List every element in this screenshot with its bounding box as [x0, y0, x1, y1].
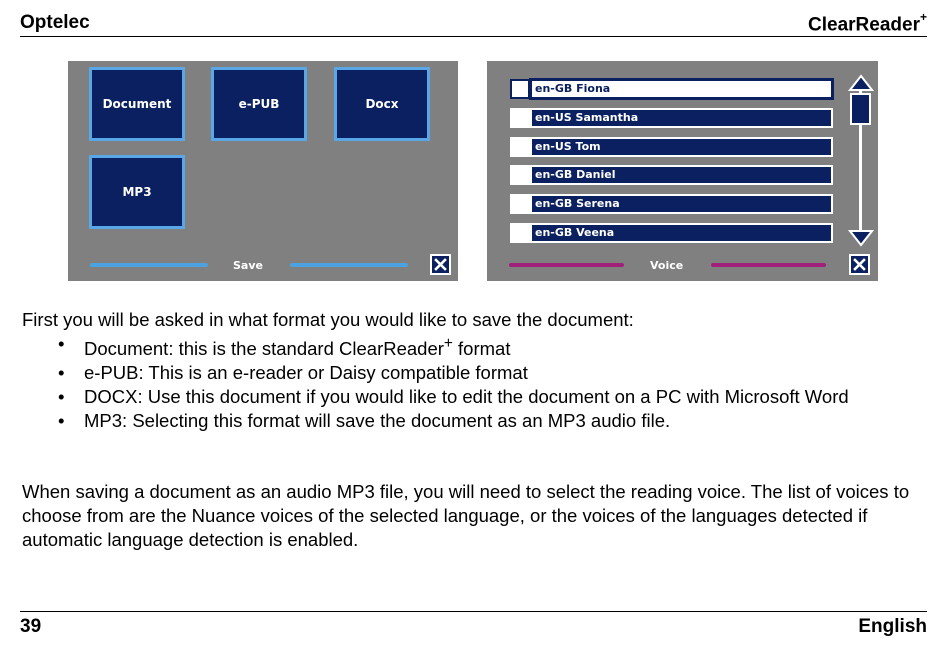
voice-select-panel	[487, 61, 878, 281]
page-footer	[20, 611, 927, 637]
product-name: ClearReader+	[808, 10, 927, 36]
voice-item[interactable]	[510, 194, 833, 214]
brand-name: Optelec	[20, 12, 90, 33]
list-item: • e-PUB: This is an e-reader or Daisy compatible format	[58, 362, 528, 384]
save-bar-left	[90, 263, 208, 267]
closing-paragraph: When saving a document as an audio MP3 file, you will need to select the reading voice. The list of voices to choose from are the Nuance voices of the selected language, or the voices of the languages detected if automatic language detection is enabled.	[22, 481, 910, 550]
voice-label: en-GB Veena	[530, 223, 833, 243]
voice-checkbox[interactable]	[510, 137, 530, 157]
voice-checkbox[interactable]	[510, 108, 530, 128]
bullet-marker: •	[58, 410, 65, 432]
voice-item[interactable]	[510, 165, 833, 185]
format-list	[22, 332, 912, 433]
voice-item[interactable]	[510, 223, 833, 243]
voice-close-button[interactable]	[849, 254, 870, 275]
save-label: Save	[233, 259, 263, 272]
mp3-format-button[interactable]: MP3	[89, 155, 185, 229]
voice-label: en-US Tom	[530, 137, 833, 157]
voice-bar-left	[509, 263, 624, 267]
scroll-up-button[interactable]	[848, 74, 874, 92]
scrollbar-thumb[interactable]	[850, 93, 871, 125]
voice-item[interactable]	[510, 137, 833, 157]
close-icon	[853, 258, 866, 271]
save-bar-right	[290, 263, 408, 267]
voice-bar-right	[711, 263, 826, 267]
voice-checkbox[interactable]	[510, 165, 530, 185]
docx-format-button[interactable]: Docx	[334, 67, 430, 141]
list-item: • DOCX: Use this document if you would like to edit the document on a PC with Microsoft Word	[58, 386, 849, 408]
bullet-marker: •	[58, 333, 65, 354]
voice-checkbox[interactable]	[510, 223, 530, 243]
scroll-down-button[interactable]	[848, 229, 874, 247]
epub-format-button[interactable]: e-PUB	[211, 67, 307, 141]
voice-label: en-GB Fiona	[530, 79, 833, 99]
voice-label: en-GB Serena	[530, 194, 833, 214]
voice-label: en-GB Daniel	[530, 165, 833, 185]
page-number: 39	[20, 616, 42, 637]
voice-checkbox[interactable]	[510, 79, 530, 99]
voice-checkbox[interactable]	[510, 194, 530, 214]
save-close-button[interactable]	[430, 254, 451, 275]
list-item: • Document: this is the standard ClearReader+ format	[58, 333, 511, 360]
voice-label: en-US Samantha	[530, 108, 833, 128]
footer-language: English	[858, 616, 927, 637]
list-item: • MP3: Selecting this format will save the document as an MP3 audio file.	[58, 410, 671, 432]
bullet-marker: •	[58, 362, 65, 384]
voice-label-title: Voice	[650, 259, 684, 272]
voice-item[interactable]	[510, 108, 833, 128]
document-format-button[interactable]: Document	[89, 67, 185, 141]
save-format-panel	[68, 61, 458, 281]
intro-paragraph: First you will be asked in what format you would like to save the document:	[22, 309, 634, 330]
close-icon	[434, 258, 447, 271]
page-header	[20, 8, 927, 37]
bullet-marker: •	[58, 386, 65, 408]
voice-item[interactable]	[510, 79, 833, 99]
